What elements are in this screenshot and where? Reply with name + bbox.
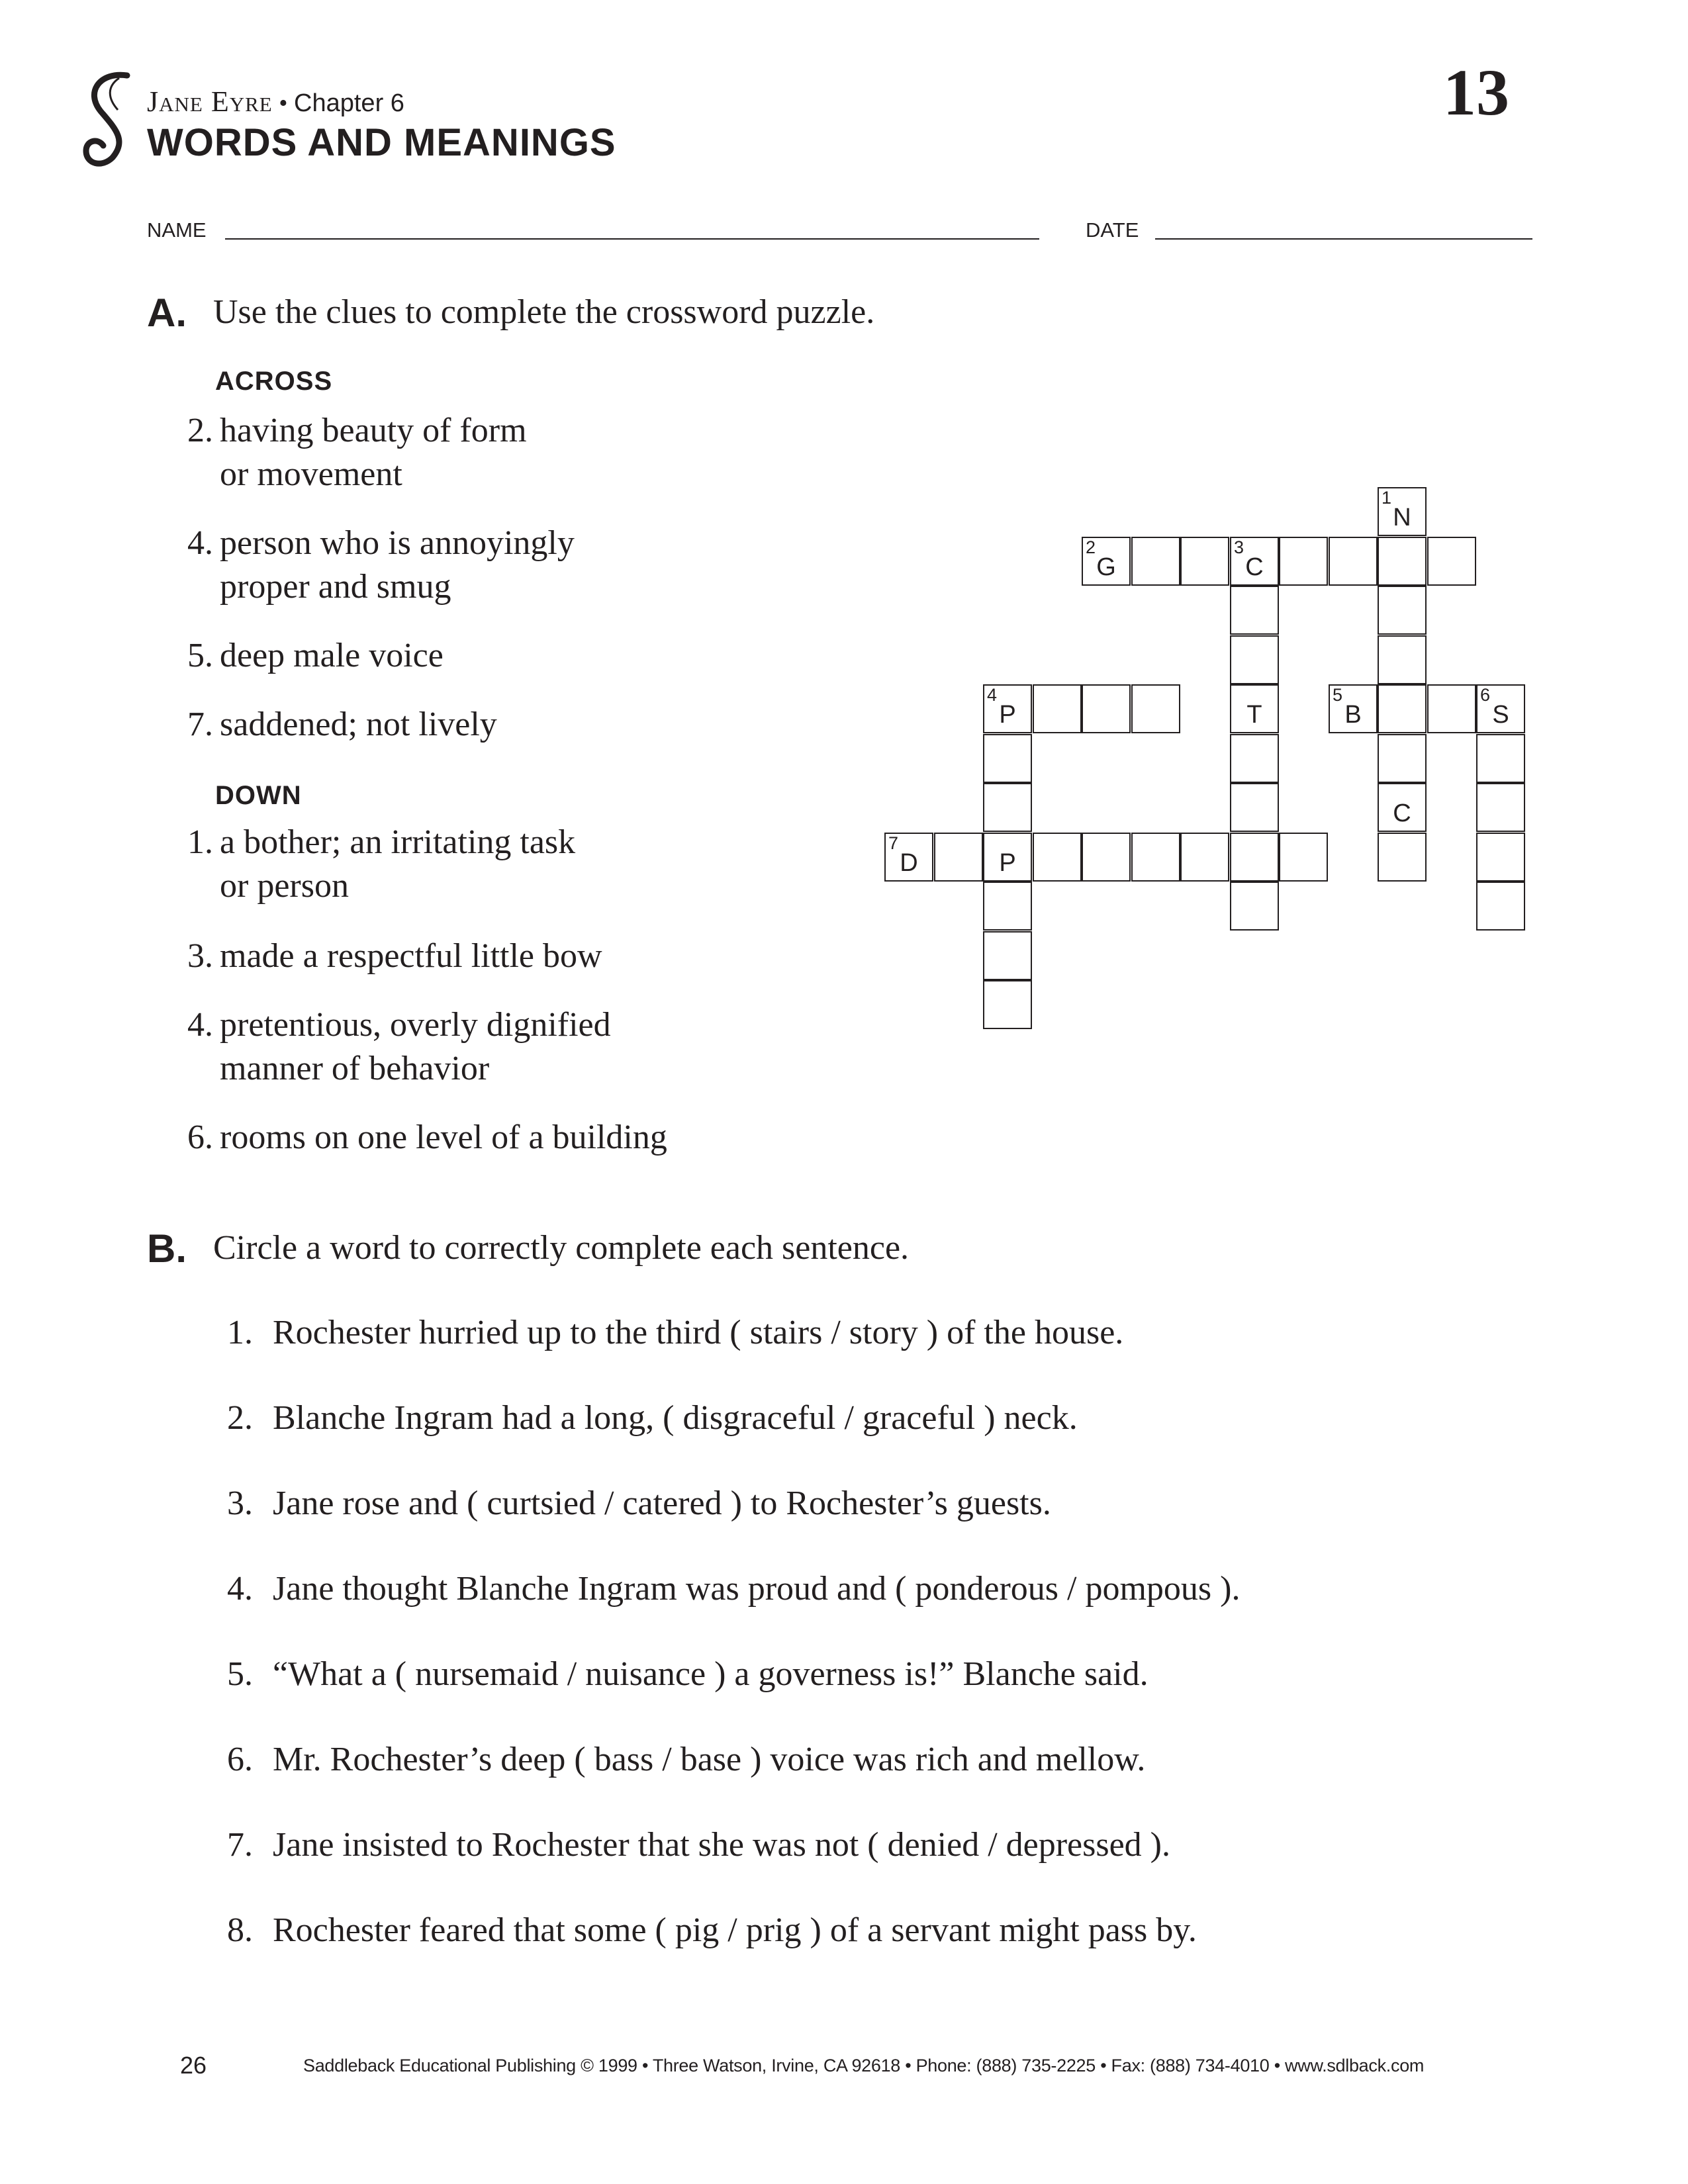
across-clue: 7. saddened; not lively xyxy=(187,705,497,743)
crossword-cell[interactable] xyxy=(884,833,933,882)
crossword-cell[interactable] xyxy=(1378,586,1427,635)
crossword-letter: D xyxy=(900,849,918,877)
section-b-instruction: Circle a word to correctly complete each sentence. xyxy=(213,1229,910,1267)
sentence-item: 5. “What a ( nursemaid / nuisance ) a governess is!” Blanche said. xyxy=(227,1655,1149,1693)
crossword-clue-number: 1 xyxy=(1382,488,1392,508)
crossword-cell[interactable] xyxy=(1329,684,1378,733)
crossword-cell[interactable] xyxy=(983,734,1032,783)
footer-publisher-info: Saddleback Educational Publishing © 1999 • Three Watson, Irvine, CA 92618 • Phone: (888) 735-2225 • Fax: (888) 734-4010 • www.sdlback.com xyxy=(303,2056,1425,2075)
down-clue: 1. a bother; an irritating task or person xyxy=(187,823,576,905)
sentence-item: 3. Jane rose and ( curtsied / catered ) to Rochester’s guests. xyxy=(227,1484,1051,1522)
crossword-letter: C xyxy=(1393,799,1411,827)
crossword-letter: N xyxy=(1393,504,1411,531)
crossword-cell[interactable] xyxy=(1329,537,1378,586)
name-label: NAME xyxy=(147,218,207,242)
crossword-cell[interactable] xyxy=(1476,882,1525,931)
sentence-item: 2. Blanche Ingram had a long, ( disgraceful / graceful ) neck. xyxy=(227,1399,1078,1437)
crossword-cell[interactable] xyxy=(983,882,1032,931)
crossword-cell[interactable] xyxy=(1033,833,1082,882)
crossword-letter: B xyxy=(1344,701,1362,729)
sentence-item: 8. Rochester feared that some ( pig / prig ) of a servant might pass by. xyxy=(227,1911,1197,1949)
section-a-letter: A. xyxy=(147,291,187,335)
sentence-item: 6. Mr. Rochester’s deep ( bass / base ) voice was rich and mellow. xyxy=(227,1741,1146,1778)
sentence-item: 7. Jane insisted to Rochester that she was not ( denied / depressed ). xyxy=(227,1826,1170,1864)
across-clue: 5. deep male voice xyxy=(187,637,444,674)
crossword-letter: C xyxy=(1245,553,1264,581)
saddleback-logo-icon xyxy=(81,71,140,171)
crossword-cell[interactable] xyxy=(1476,783,1525,832)
crossword-cell[interactable] xyxy=(983,684,1032,733)
footer-page-number: 26 xyxy=(180,2052,207,2079)
crossword-cell[interactable] xyxy=(983,783,1032,832)
crossword-cell[interactable] xyxy=(1131,833,1180,882)
crossword-cell[interactable] xyxy=(983,980,1032,1029)
crossword-cell[interactable] xyxy=(1230,734,1279,783)
crossword-clue-number: 4 xyxy=(987,685,998,705)
name-field[interactable] xyxy=(225,238,1039,240)
date-field[interactable] xyxy=(1155,238,1532,240)
crossword-cell[interactable] xyxy=(1131,537,1180,586)
crossword-grid xyxy=(884,487,1533,1036)
date-label: DATE xyxy=(1086,218,1139,242)
crossword-cell[interactable] xyxy=(983,833,1032,882)
crossword-cell[interactable] xyxy=(1230,833,1279,882)
crossword-clue-number: 6 xyxy=(1480,685,1491,705)
crossword-cell[interactable] xyxy=(1427,684,1476,733)
crossword-clue-number: 2 xyxy=(1086,537,1096,557)
crossword-cell[interactable] xyxy=(1131,684,1180,733)
section-b-letter: B. xyxy=(147,1226,187,1271)
crossword-cell[interactable] xyxy=(1230,882,1279,931)
crossword-cell[interactable] xyxy=(1476,684,1525,733)
crossword-cell[interactable] xyxy=(1230,586,1279,635)
crossword-cell[interactable] xyxy=(1082,684,1131,733)
crossword-clue-number: 3 xyxy=(1234,537,1244,557)
crossword-cell[interactable] xyxy=(1230,537,1279,586)
crossword-letter: P xyxy=(999,701,1016,729)
section-a-instruction: Use the clues to complete the crossword puzzle. xyxy=(213,293,875,331)
across-clue: 2. having beauty of form or movement xyxy=(187,412,527,493)
down-clue: 4. pretentious, overly dignified manner of behavior xyxy=(187,1006,611,1087)
crossword-cell[interactable] xyxy=(1082,833,1131,882)
crossword-cell[interactable] xyxy=(1378,635,1427,684)
page-title: WORDS AND MEANINGS xyxy=(147,121,616,164)
chapter-label: Chapter 6 xyxy=(294,89,404,117)
across-heading: ACROSS xyxy=(215,367,333,396)
crossword-cell[interactable] xyxy=(1279,537,1328,586)
crossword-cell[interactable] xyxy=(1378,487,1427,536)
crossword-cell[interactable] xyxy=(1378,537,1427,586)
crossword-letter: T xyxy=(1246,701,1262,729)
crossword-letter: P xyxy=(999,849,1016,877)
crossword-cell[interactable] xyxy=(1378,833,1427,882)
book-title xyxy=(147,85,404,118)
crossword-letter: G xyxy=(1096,553,1116,581)
crossword-cell[interactable] xyxy=(983,931,1032,980)
crossword-cell[interactable] xyxy=(1476,833,1525,882)
down-clue: 3. made a respectful little bow xyxy=(187,937,602,975)
crossword-cell[interactable] xyxy=(1378,734,1427,783)
sentence-item: 1. Rochester hurried up to the third ( stairs / story ) of the house. xyxy=(227,1314,1124,1351)
crossword-cell[interactable] xyxy=(1180,537,1229,586)
crossword-cell[interactable] xyxy=(1230,684,1279,733)
crossword-cell[interactable] xyxy=(1230,783,1279,832)
down-clue: 6. rooms on one level of a building xyxy=(187,1118,667,1156)
sentence-item: 4. Jane thought Blanche Ingram was proud and ( ponderous / pompous ). xyxy=(227,1570,1241,1608)
book-name: Jane Eyre xyxy=(147,85,273,118)
crossword-cell[interactable] xyxy=(1427,537,1476,586)
crossword-cell[interactable] xyxy=(1180,833,1229,882)
crossword-cell[interactable] xyxy=(1082,537,1131,586)
crossword-cell[interactable] xyxy=(1230,635,1279,684)
down-heading: DOWN xyxy=(215,781,302,810)
crossword-letter: S xyxy=(1492,701,1509,729)
crossword-cell[interactable] xyxy=(934,833,983,882)
crossword-clue-number: 7 xyxy=(888,833,899,853)
across-clue: 4. person who is annoyingly proper and smug xyxy=(187,524,575,606)
crossword-clue-number: 5 xyxy=(1333,685,1343,705)
crossword-cell[interactable] xyxy=(1378,783,1427,832)
crossword-cell[interactable] xyxy=(1279,833,1328,882)
crossword-cell[interactable] xyxy=(1476,734,1525,783)
worksheet-number: 13 xyxy=(1443,56,1509,129)
crossword-cell[interactable] xyxy=(1378,684,1427,733)
title-separator: • xyxy=(279,89,288,117)
crossword-cell[interactable] xyxy=(1033,684,1082,733)
